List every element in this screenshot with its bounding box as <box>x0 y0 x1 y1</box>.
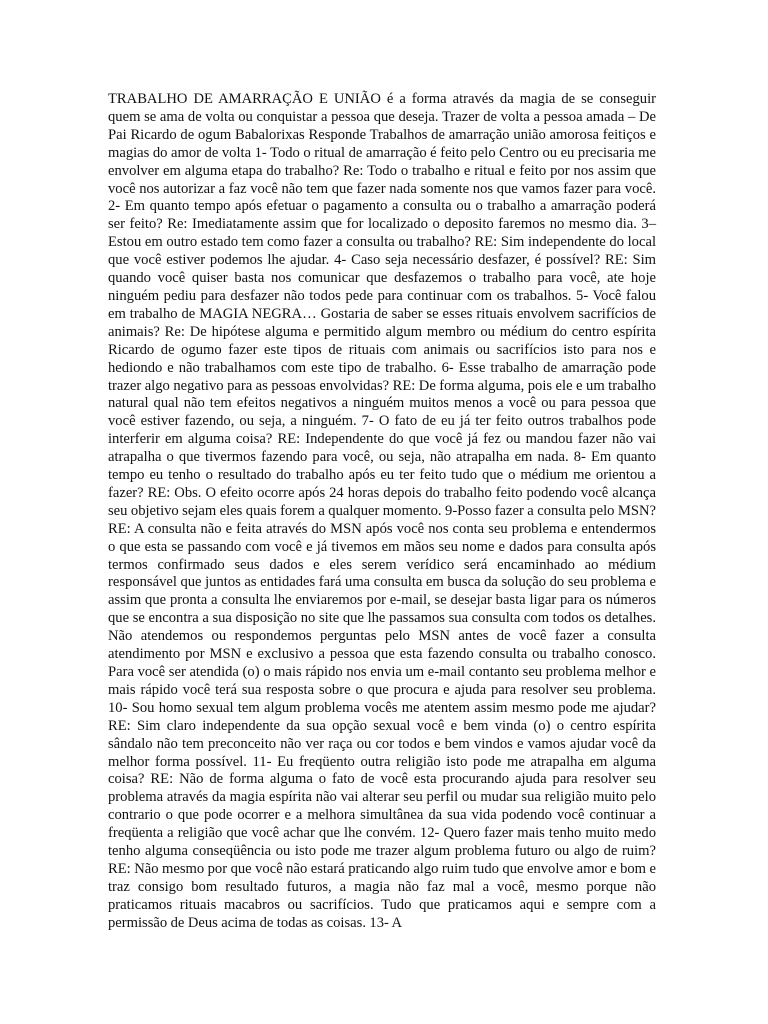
document-body-text: TRABALHO DE AMARRAÇÃO E UNIÃO é a forma através da magia de se conseguir quem se ama de volta ou conquistar a pessoa que deseja. Trazer de volta a pessoa amada – De Pai Ricardo de ogum Babalorixas Responde Trabalhos de amarração união amorosa feitiços e magias do amor de volta 1- Todo o ritual de amarração é feito pelo Centro ou eu precisaria me envolver em alguma etapa do trabalho? Re: Todo o trabalho e ritual e feito por nos assim que você nos autorizar a faz você não tem que fazer nada somente nos que vamos fazer para você. 2- Em quanto tempo após efetuar o pagamento a consulta ou o trabalho a amarração poderá ser feito? Re: Imediatamente assim que for localizado o deposito faremos no mesmo dia. 3– Estou em outro estado tem como fazer a consulta ou trabalho? RE: Sim independente do local que você estiver podemos lhe ajudar. 4- Caso seja necessário desfazer, é possível? RE: Sim quando você quiser basta nos comunicar que desfazemos o trabalho para você, ate hoje ninguém pediu para desfazer não todos pede para continuar com os trabalhos. 5- Você falou em trabalho de MAGIA NEGRA… Gostaria de saber se esses rituais envolvem sacrifícios de animais? Re: De hipótese alguma e permitido algum membro ou médium do centro espírita Ricardo de ogumo fazer este tipos de rituais com animais ou sacrifícios isto para nos e hediondo e não trabalhamos com este tipo de trabalho. 6- Esse trabalho de amarração pode trazer algo negativo para as pessoas envolvidas? RE: De forma alguma, pois ele e um trabalho natural qual não tem efeitos negativos a ninguém muitos menos a você ou para pessoa que você estiver fazendo, ou seja, a ninguém. 7- O fato de eu já ter feito outros trabalhos pode interferir em alguma coisa? RE: Independente do que você já fez ou mandou fazer não vai atrapalha o que tivermos fazendo para você, ou seja, não atrapalha em nada. 8- Em quanto tempo eu tenho o resultado do trabalho após eu ter feito tudo que o médium me orientou a fazer? RE: Obs. O efeito ocorre após 24 horas depois do trabalho feito podendo você alcança seu objetivo sejam eles quais forem a qualquer momento. 9-Posso fazer a consulta pelo MSN? RE: A consulta não e feita através do MSN após você nos conta seu problema e entendermos o que esta se passando com você e já tivemos em mãos seu nome e dados para consulta após termos confirmado seus dados e eles serem verídico será encaminhado ao médium responsável que juntos as entidades fará uma consulta em busca da solução do seu problema e assim que pronta a consulta lhe enviaremos por e-mail, se desejar basta ligar para os números que se encontra a sua disposição no site que lhe passamos sua consulta com todos os detalhes. Não atendemos ou respondemos perguntas pelo MSN antes de você fazer a consulta atendimento por MSN e exclusivo a pessoa que esta fazendo consulta ou trabalho conosco. Para você ser atendida (o) o mais rápido nos envia um e-mail contanto seu problema melhor e mais rápido você terá sua resposta sobre o que procura e ajuda para resolver seu problema. 10- Sou homo sexual tem algum problema vocês me atentem assim mesmo pode me ajudar? RE: Sim claro independente da sua opção sexual você e bem vinda (o) o centro espírita sândalo não tem preconceito não ver raça ou cor todos e bem vindos e vamos ajudar você da melhor forma possível. 11- Eu freqüento outra religião isto pode me atrapalha em alguma coisa? RE: Não de forma alguma o fato de você esta procurando ajuda para resolver seu problema através da magia espírita não vai alterar seu perfil ou mudar sua religião muito pelo contrario o que pode ocorrer e a melhora simultânea da sua vida podendo você continuar a freqüenta a religião que você achar que lhe convém. 12- Quero fazer mais tenho muito medo tenho alguma conseqüência ou isto pode me trazer algum problema futuro ou algo de ruim? RE: Não mesmo por que você não estará praticando algo ruim tudo que envolve amor e bom e traz consigo bom resultado futuros, a magia não faz mal a você, mesmo porque não praticamos rituais macabros ou sacrifícios. Tudo que praticamos aqui e sempre com a permissão de Deus acima de todas as coisas. 13- A <box>108 91 656 931</box>
